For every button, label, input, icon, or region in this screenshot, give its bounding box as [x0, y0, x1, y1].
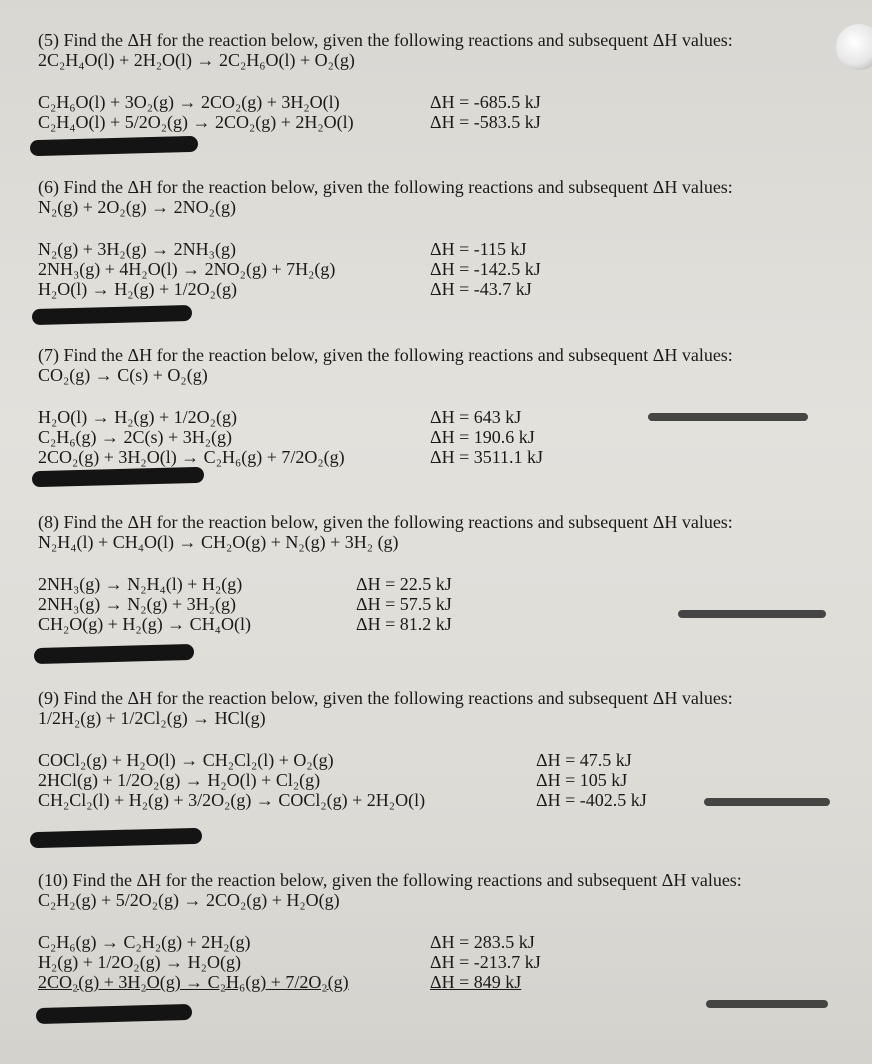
scribble-mark	[706, 1000, 828, 1008]
target-reaction: 1/2H₂(g) + 1/2Cl₂(g) → HCl(g)	[38, 708, 266, 728]
reaction-equation: 2NH₃(g) + 4H₂O(l) → 2NO₂(g) + 7H₂(g)	[38, 259, 336, 279]
enthalpy-value: ΔH = 47.5 kJ	[536, 750, 632, 770]
enthalpy-value: ΔH = -213.7 kJ	[430, 952, 541, 972]
redaction-mark	[30, 828, 202, 848]
reaction-equation: C₂H₆(g) → C₂H₂(g) + 2H₂(g)	[38, 932, 251, 952]
target-reaction: N₂H₄(l) + CH₄O(l) → CH₂O(g) + N₂(g) + 3H₂ (g)	[38, 532, 399, 552]
reaction-equation: C₂H₆(g) → 2C(s) + 3H₂(g)	[38, 427, 232, 447]
reaction-equation: 2CO₂(g) + 3H₂O(g) → C₂H₆(g) + 7/2O₂(g)	[38, 972, 349, 992]
problem-6	[38, 177, 838, 299]
problem-10	[38, 870, 838, 992]
enthalpy-value: ΔH = 283.5 kJ	[430, 932, 535, 952]
problem-prompt: (6) Find the ΔH for the reaction below, given the following reactions and subsequent ΔH values:	[38, 177, 733, 197]
reaction-equation: N₂(g) + 3H₂(g) → 2NH₃(g)	[38, 239, 236, 259]
problem-prompt: (9) Find the ΔH for the reaction below, given the following reactions and subsequent ΔH values:	[38, 688, 733, 708]
problem-9	[38, 688, 838, 810]
reaction-equation: H₂O(l) → H₂(g) + 1/2O₂(g)	[38, 279, 237, 299]
problem-prompt: (5) Find the ΔH for the reaction below, given the following reactions and subsequent ΔH values:	[38, 30, 733, 50]
enthalpy-value: ΔH = -115 kJ	[430, 239, 527, 259]
enthalpy-value: ΔH = 105 kJ	[536, 770, 628, 790]
given-reaction-row	[38, 279, 838, 299]
given-reactions	[38, 92, 838, 132]
reaction-equation: 2CO₂(g) + 3H₂O(l) → C₂H₆(g) + 7/2O₂(g)	[38, 447, 345, 467]
given-reaction-row	[38, 574, 838, 594]
enthalpy-value: ΔH = -43.7 kJ	[430, 279, 532, 299]
reaction-equation: CH₂Cl₂(l) + H₂(g) + 3/2O₂(g) → COCl₂(g) + 2H₂O(l)	[38, 790, 426, 810]
target-reaction: CO₂(g) → C(s) + O₂(g)	[38, 365, 208, 385]
enthalpy-value: ΔH = 57.5 kJ	[356, 594, 452, 614]
reaction-equation: 2NH₃(g) → N₂H₄(l) + H₂(g)	[38, 574, 243, 594]
redaction-mark	[30, 136, 198, 156]
reaction-equation: H₂(g) + 1/2O₂(g) → H₂O(g)	[38, 952, 241, 972]
reaction-equation: 2HCl(g) + 1/2O₂(g) → H₂O(l) + Cl₂(g)	[38, 770, 321, 790]
given-reaction-row	[38, 770, 838, 790]
scribble-mark	[648, 413, 808, 421]
reaction-equation: 2NH₃(g) → N₂(g) + 3H₂(g)	[38, 594, 236, 614]
enthalpy-value: ΔH = -402.5 kJ	[536, 790, 647, 810]
given-reaction-row	[38, 952, 838, 972]
enthalpy-value: ΔH = 81.2 kJ	[356, 614, 452, 634]
given-reaction-row	[38, 972, 838, 992]
redaction-mark	[32, 467, 204, 487]
enthalpy-value: ΔH = 22.5 kJ	[356, 574, 452, 594]
reaction-equation: H₂O(l) → H₂(g) + 1/2O₂(g)	[38, 407, 237, 427]
enthalpy-value: ΔH = 849 kJ	[430, 972, 522, 992]
redaction-mark	[36, 1004, 192, 1024]
pen-cap-object	[836, 24, 872, 70]
target-reaction: 2C₂H₄O(l) + 2H₂O(l) → 2C₂H₆O(l) + O₂(g)	[38, 50, 355, 70]
enthalpy-value: ΔH = -583.5 kJ	[430, 112, 541, 132]
given-reactions	[38, 239, 838, 299]
reaction-equation: C₂H₆O(l) + 3O₂(g) → 2CO₂(g) + 3H₂O(l)	[38, 92, 340, 112]
enthalpy-value: ΔH = 643 kJ	[430, 407, 522, 427]
given-reactions	[38, 932, 838, 992]
given-reaction-row	[38, 447, 838, 467]
target-reaction: N₂(g) + 2O₂(g) → 2NO₂(g)	[38, 197, 236, 217]
redaction-mark	[32, 305, 192, 325]
given-reaction-row	[38, 92, 838, 112]
target-reaction: C₂H₂(g) + 5/2O₂(g) → 2CO₂(g) + H₂O(g)	[38, 890, 340, 910]
problem-prompt: (8) Find the ΔH for the reaction below, given the following reactions and subsequent ΔH values:	[38, 512, 733, 532]
reaction-equation: COCl₂(g) + H₂O(l) → CH₂Cl₂(l) + O₂(g)	[38, 750, 334, 770]
problem-7	[38, 345, 838, 467]
given-reaction-row	[38, 427, 838, 447]
enthalpy-value: ΔH = -142.5 kJ	[430, 259, 541, 279]
problem-prompt: (10) Find the ΔH for the reaction below, given the following reactions and subsequent ΔH values:	[38, 870, 742, 890]
scribble-mark	[704, 798, 830, 806]
given-reaction-row	[38, 932, 838, 952]
enthalpy-value: ΔH = 190.6 kJ	[430, 427, 535, 447]
reaction-equation: C₂H₄O(l) + 5/2O₂(g) → 2CO₂(g) + 2H₂O(l)	[38, 112, 354, 132]
enthalpy-value: ΔH = 3511.1 kJ	[430, 447, 544, 467]
given-reaction-row	[38, 259, 838, 279]
given-reaction-row	[38, 112, 838, 132]
given-reaction-row	[38, 750, 838, 770]
problem-8	[38, 512, 838, 634]
problem-prompt: (7) Find the ΔH for the reaction below, given the following reactions and subsequent ΔH values:	[38, 345, 733, 365]
given-reaction-row	[38, 239, 838, 259]
redaction-mark	[34, 644, 194, 664]
scribble-mark	[678, 610, 826, 618]
problem-5	[38, 30, 838, 132]
enthalpy-value: ΔH = -685.5 kJ	[430, 92, 541, 112]
reaction-equation: CH₂O(g) + H₂(g) → CH₄O(l)	[38, 614, 251, 634]
given-reactions	[38, 574, 838, 634]
